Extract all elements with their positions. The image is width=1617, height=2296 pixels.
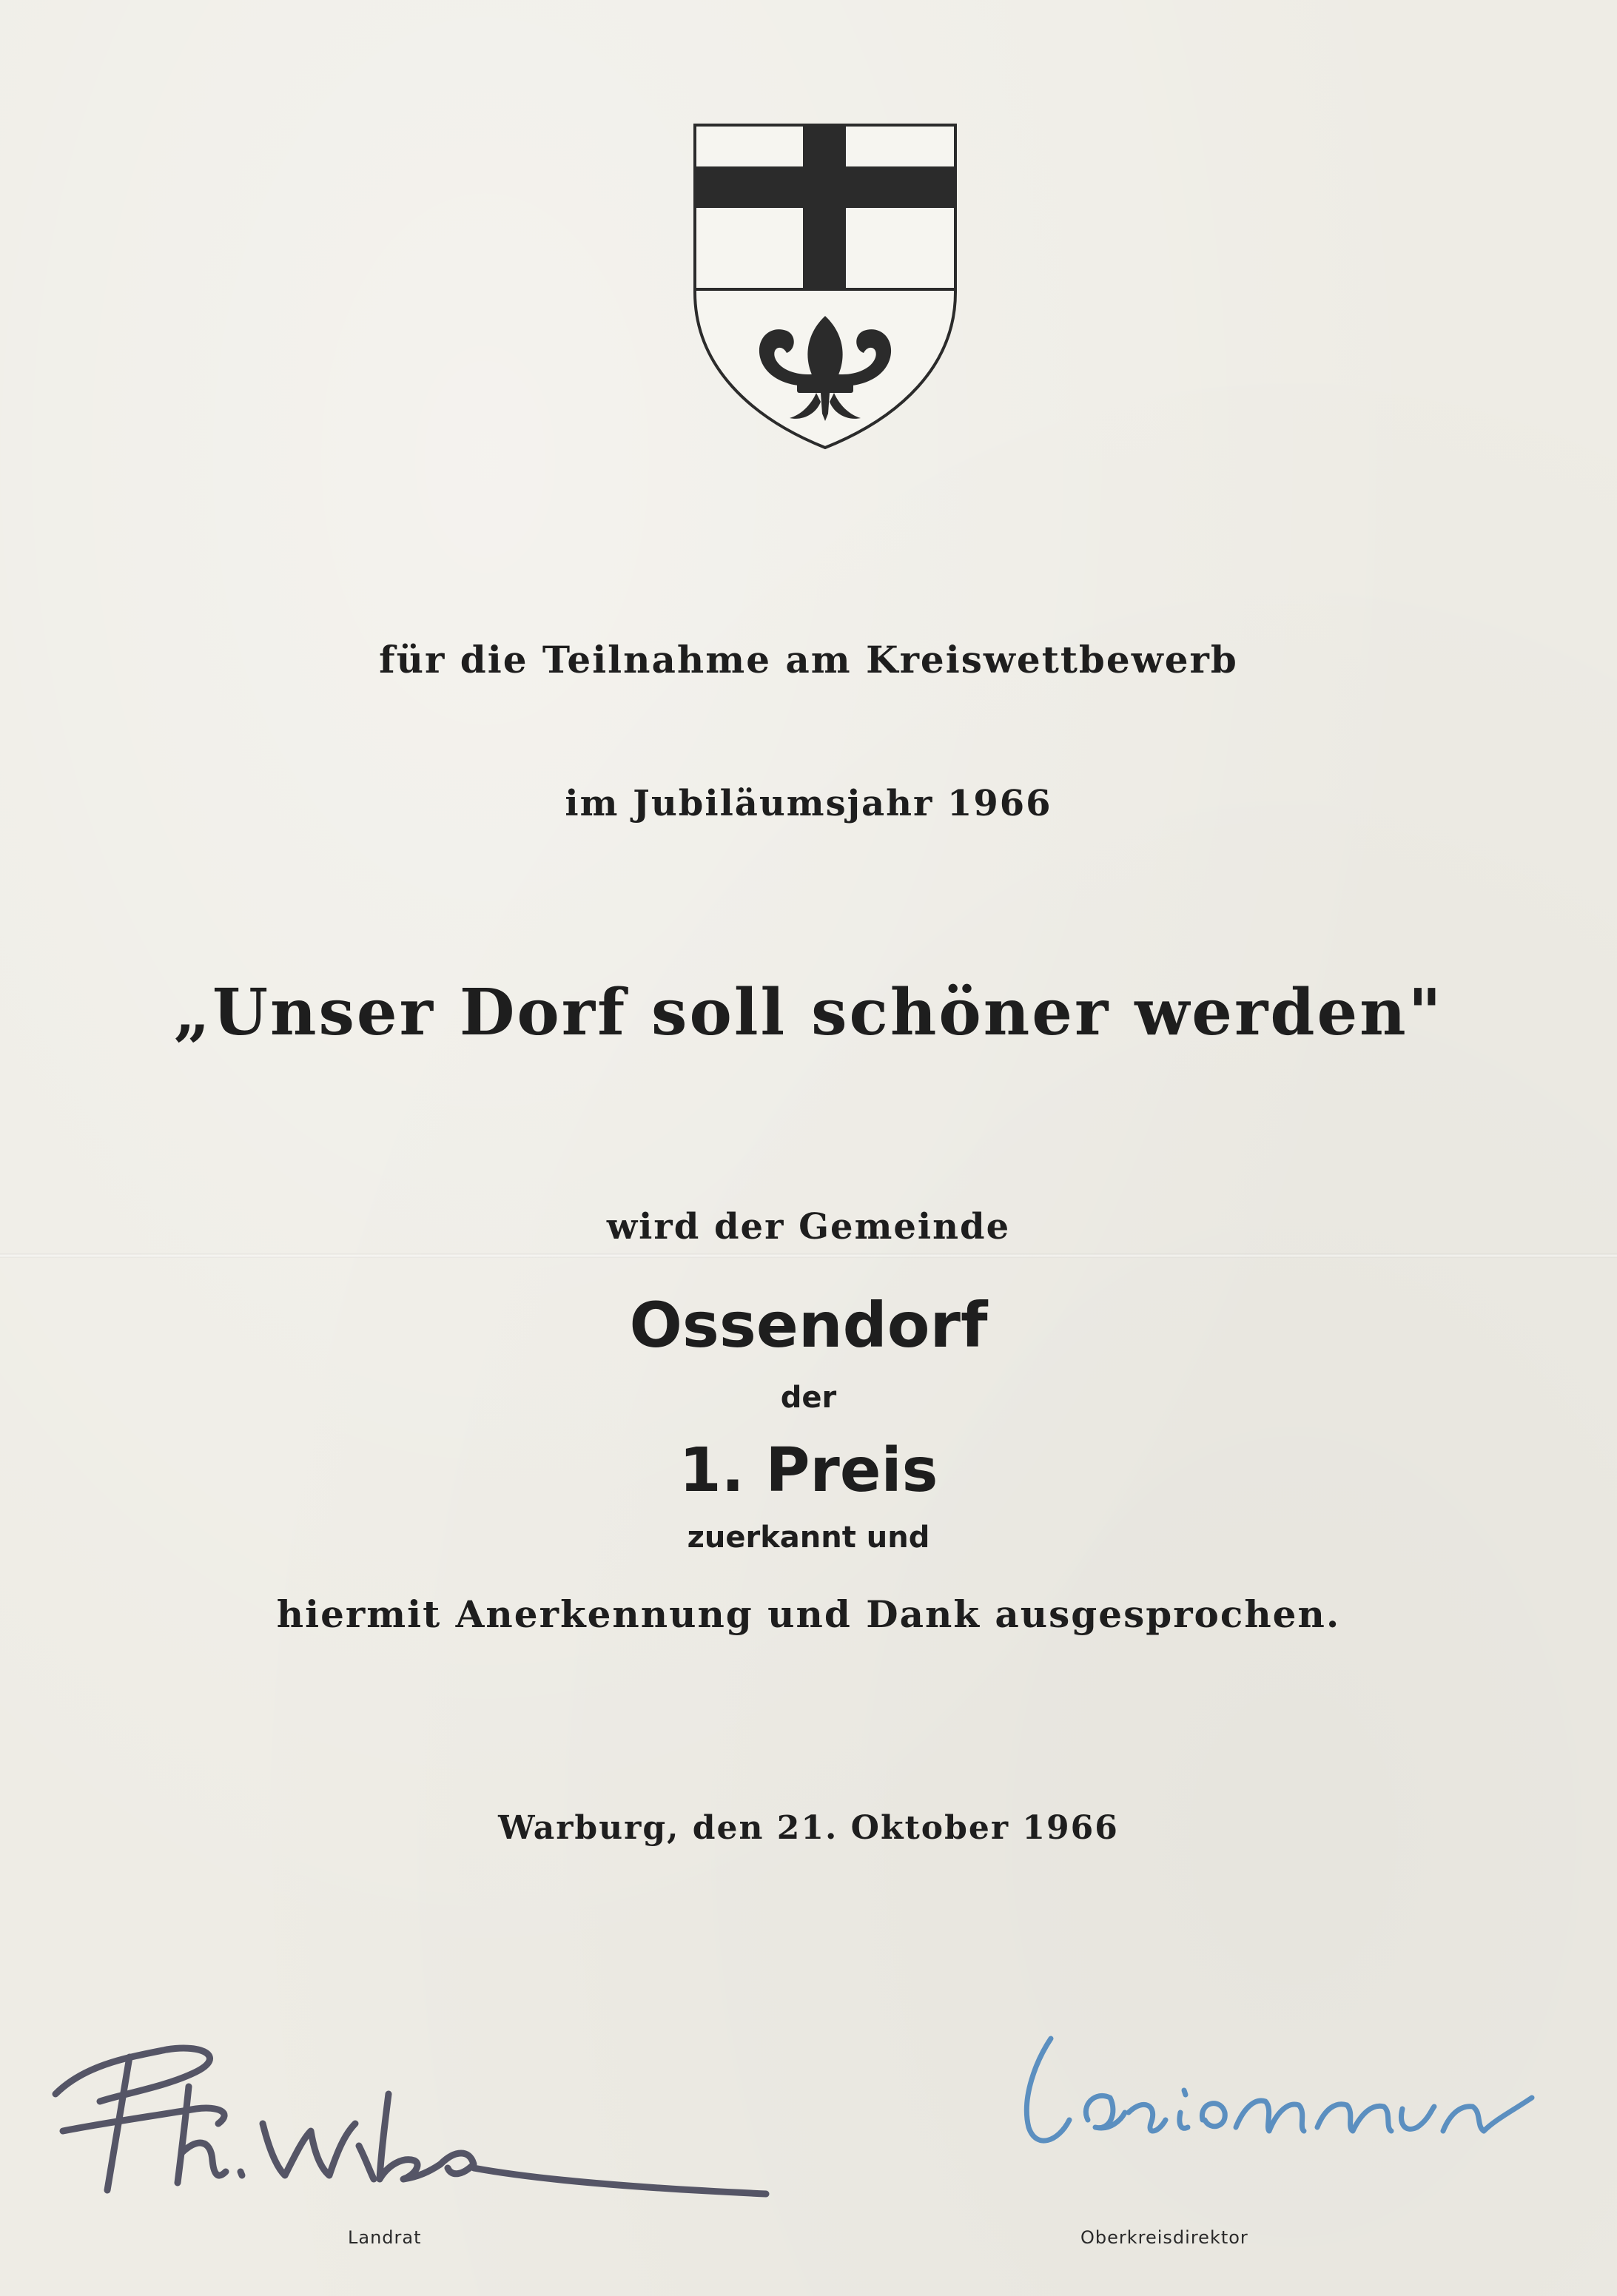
signature-oberkreisdirektor-icon bbox=[999, 2009, 1576, 2179]
place-date: Warburg, den 21. Oktober 1966 bbox=[498, 1809, 1119, 1847]
paper-fold bbox=[0, 1253, 1617, 1258]
participation-line: für die Teilnahme am Kreiswettbewerb bbox=[379, 638, 1238, 681]
prize-title: 1. Preis bbox=[679, 1435, 938, 1506]
thanks-line: hiermit Anerkennung und Dank ausgesprochen. bbox=[276, 1592, 1341, 1636]
article-text: der bbox=[780, 1381, 837, 1415]
awarded-text: zuerkannt und bbox=[687, 1521, 930, 1555]
municipality-name: Ossendorf bbox=[629, 1289, 988, 1361]
signature-label-landrat: Landrat bbox=[348, 2227, 422, 2248]
signature-label-oberkreisdirektor: Oberkreisdirektor bbox=[1080, 2227, 1248, 2248]
jubilee-year-line: im Jubiläumsjahr 1966 bbox=[565, 783, 1052, 824]
coat-of-arms-icon bbox=[692, 122, 958, 451]
motto-title: „Unser Dorf soll schöner werden" bbox=[173, 975, 1444, 1050]
signature-landrat-icon bbox=[41, 2013, 781, 2212]
municipality-intro: wird der Gemeinde bbox=[606, 1206, 1011, 1248]
